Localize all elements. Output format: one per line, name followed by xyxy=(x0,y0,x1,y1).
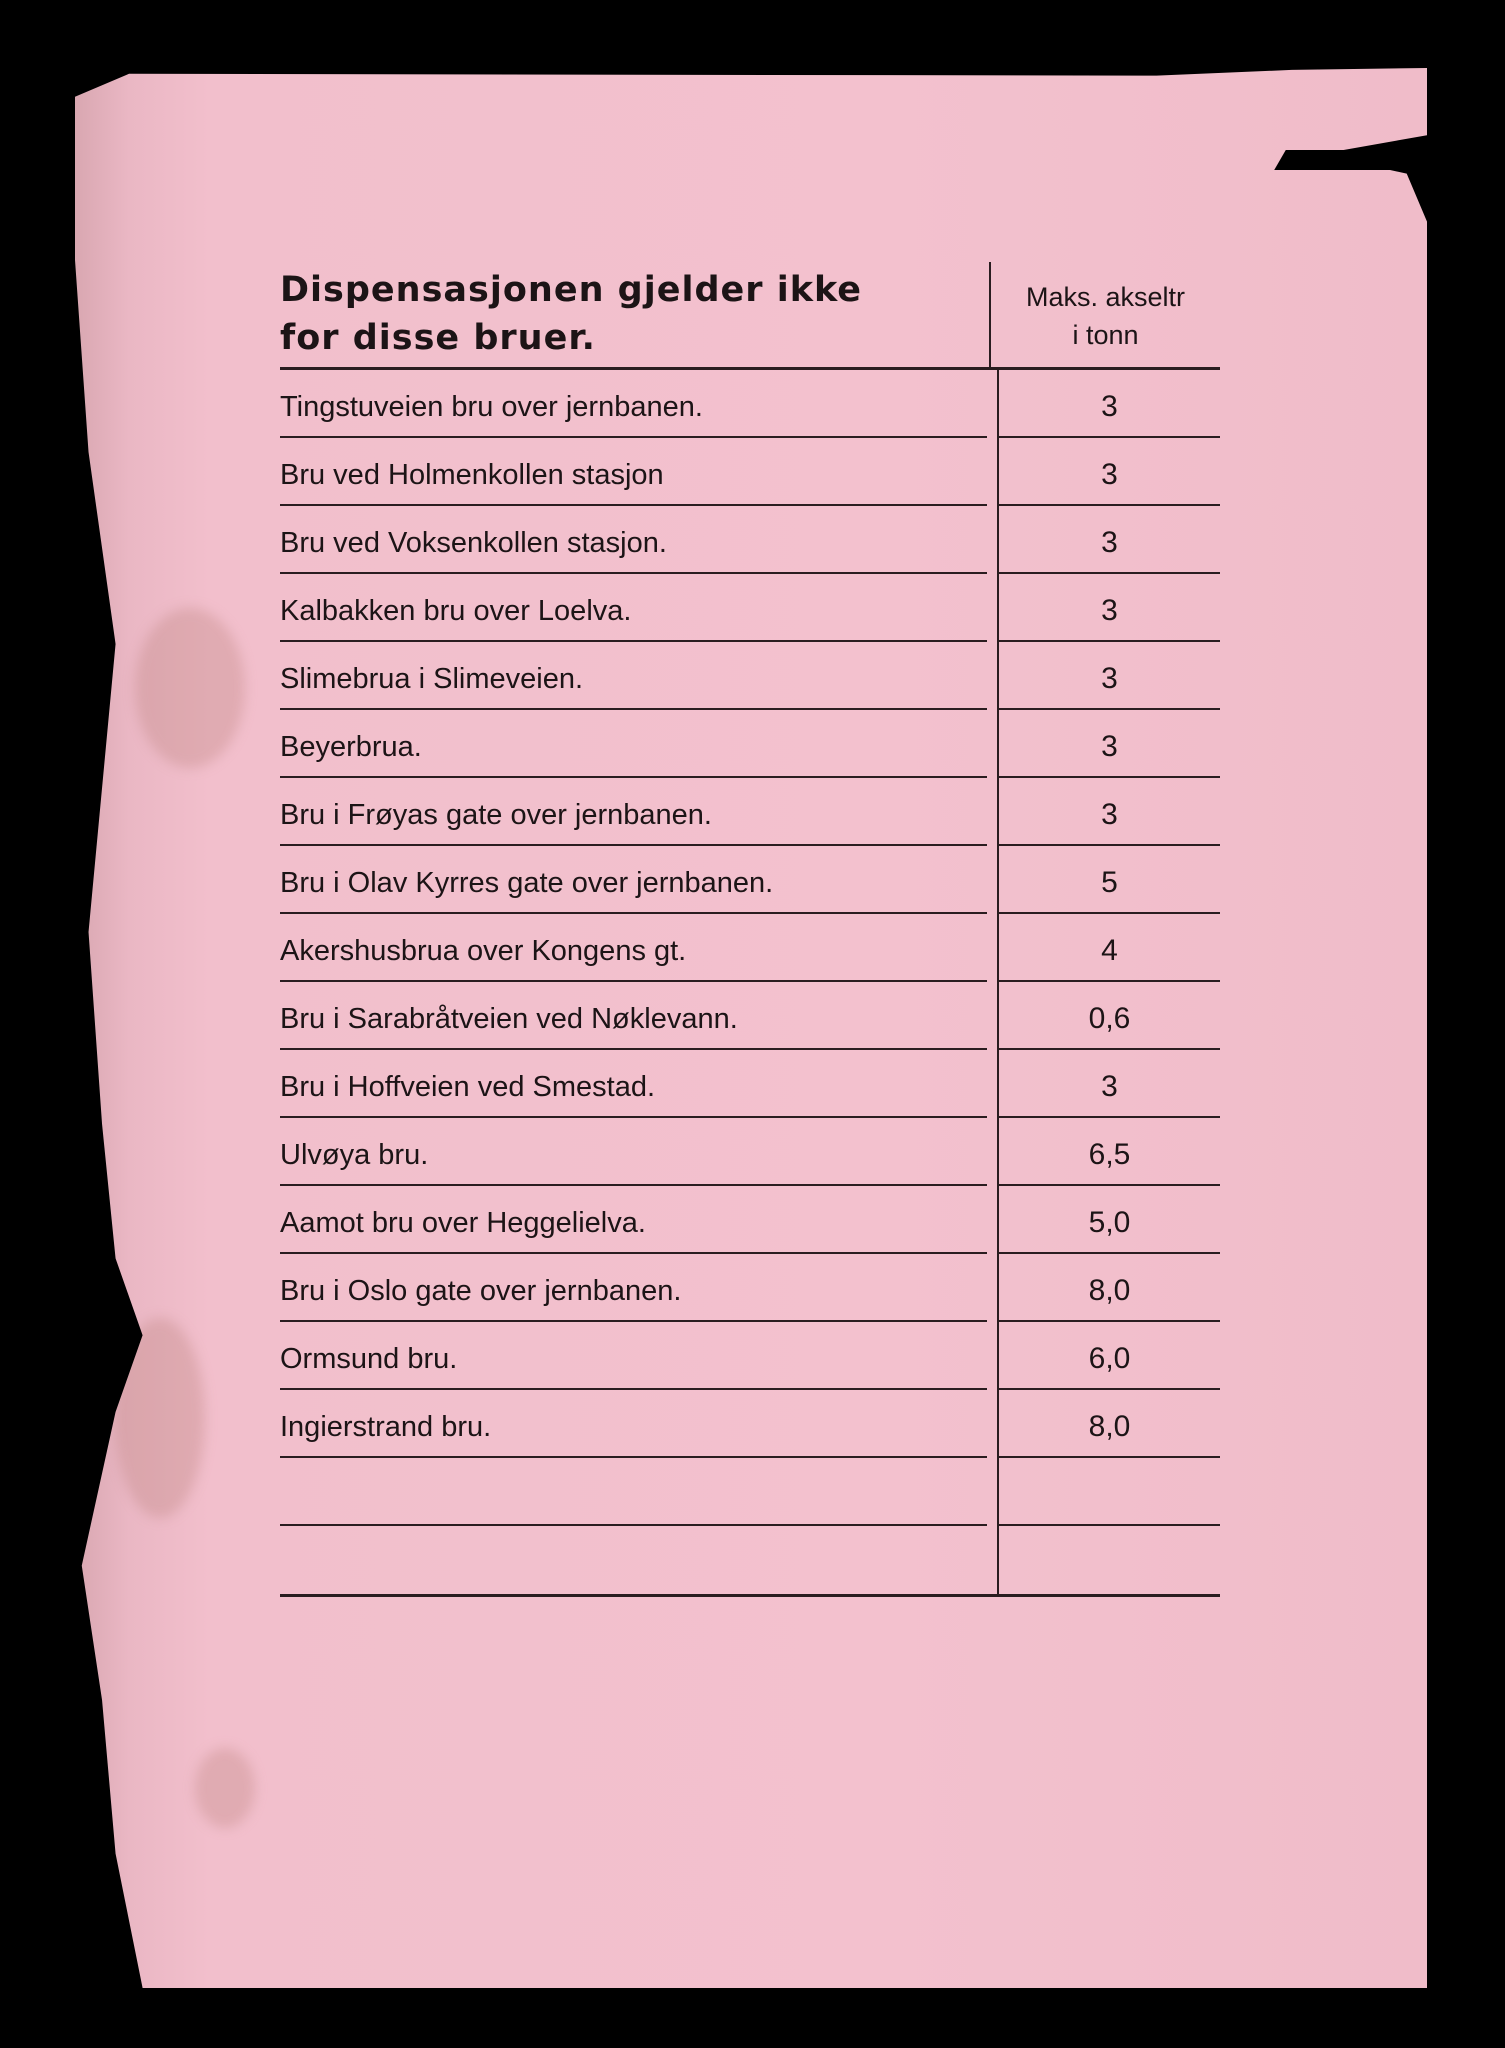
axle-load-cell: 4 xyxy=(997,914,1220,982)
axle-load-cell: 0,6 xyxy=(997,982,1220,1050)
table-row xyxy=(280,438,1220,506)
paper-stain xyxy=(135,608,245,768)
table-bottom-rule xyxy=(280,1594,1220,1597)
table-row xyxy=(280,1254,1220,1322)
title-line-2: for disse bruer. xyxy=(280,318,596,358)
table-row xyxy=(280,846,1220,914)
axle-load-cell: 3 xyxy=(997,506,1220,574)
title-line-1: Dispensasjonen gjelder ikke xyxy=(280,270,863,310)
bridge-name-cell: Ulvøya bru. xyxy=(280,1118,987,1186)
paper-stain xyxy=(115,1318,205,1518)
bridge-name-cell: Aamot bru over Heggelielva. xyxy=(280,1186,987,1254)
bridge-name-cell: Bru i Frøyas gate over jernbanen. xyxy=(280,778,987,846)
bridge-name-cell: Akershusbrua over Kongens gt. xyxy=(280,914,987,982)
bridge-name-cell: Bru ved Holmenkollen stasjon xyxy=(280,438,987,506)
table-row xyxy=(280,1118,1220,1186)
axle-load-cell xyxy=(997,1526,1220,1594)
bridge-name-cell xyxy=(280,1526,987,1594)
axle-load-cell: 5,0 xyxy=(997,1186,1220,1254)
bridge-name-cell: Bru i Hoffveien ved Smestad. xyxy=(280,1050,987,1118)
axle-load-cell xyxy=(997,1458,1220,1526)
bridge-name-cell: Kalbakken bru over Loelva. xyxy=(280,574,987,642)
table-header xyxy=(280,262,1220,370)
axle-load-cell: 3 xyxy=(997,642,1220,710)
bridge-table xyxy=(280,262,1220,1597)
bridge-name-cell: Tingstuveien bru over jernbanen. xyxy=(280,370,987,438)
bridge-name-cell: Slimebrua i Slimeveien. xyxy=(280,642,987,710)
paper-tear xyxy=(1274,150,1436,170)
axle-load-cell: 3 xyxy=(997,778,1220,846)
table-body xyxy=(280,370,1220,1458)
table-row xyxy=(280,982,1220,1050)
table-row-empty xyxy=(280,1526,1220,1594)
table-row xyxy=(280,1186,1220,1254)
table-row xyxy=(280,710,1220,778)
bridge-name-cell: Ingierstrand bru. xyxy=(280,1390,987,1458)
table-row xyxy=(280,574,1220,642)
bridge-name-cell: Bru i Sarabråtveien ved Nøklevann. xyxy=(280,982,987,1050)
column-header-line-1: Maks. akseltr xyxy=(1025,282,1186,312)
axle-load-cell: 6,5 xyxy=(997,1118,1220,1186)
bridge-name-cell: Bru ved Voksenkollen stasjon. xyxy=(280,506,987,574)
axle-load-cell: 3 xyxy=(997,438,1220,506)
table-row xyxy=(280,1050,1220,1118)
table-row xyxy=(280,506,1220,574)
table-row xyxy=(280,1390,1220,1458)
axle-load-cell: 8,0 xyxy=(997,1254,1220,1322)
table-row xyxy=(280,642,1220,710)
axle-load-cell: 3 xyxy=(997,1050,1220,1118)
column-header-max-axle xyxy=(989,262,1220,367)
axle-load-cell: 5 xyxy=(997,846,1220,914)
table-title xyxy=(280,262,989,367)
axle-load-cell: 6,0 xyxy=(997,1322,1220,1390)
bridge-name-cell xyxy=(280,1458,987,1526)
table-row-empty xyxy=(280,1458,1220,1526)
table-row xyxy=(280,914,1220,982)
bridge-name-cell: Bru i Olav Kyrres gate over jernbanen. xyxy=(280,846,987,914)
axle-load-cell: 3 xyxy=(997,710,1220,778)
bridge-name-cell: Bru i Oslo gate over jernbanen. xyxy=(280,1254,987,1322)
axle-load-cell: 3 xyxy=(997,370,1220,438)
paper-stain xyxy=(195,1748,255,1828)
table-row xyxy=(280,1322,1220,1390)
table-row xyxy=(280,778,1220,846)
column-header-line-2: i tonn xyxy=(1072,320,1139,350)
axle-load-cell: 3 xyxy=(997,574,1220,642)
axle-load-cell: 8,0 xyxy=(997,1390,1220,1458)
bridge-name-cell: Beyerbrua. xyxy=(280,710,987,778)
table-row xyxy=(280,370,1220,438)
bridge-name-cell: Ormsund bru. xyxy=(280,1322,987,1390)
